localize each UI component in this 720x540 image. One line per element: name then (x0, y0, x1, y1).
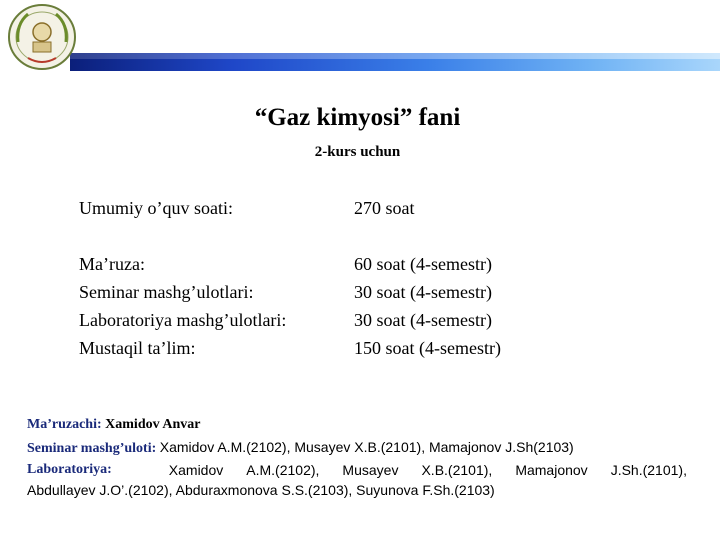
lab-block (27, 460, 687, 500)
lecturer-name: Xamidov Anvar (105, 417, 201, 432)
lab-name-part: Musayev (342, 462, 399, 478)
hours-label: Mustaqil ta’lim: (79, 338, 196, 358)
hours-value: 30 soat (4-semestr) (354, 310, 492, 330)
lecturer-line (27, 415, 687, 435)
lab-name-part: X.B.(2101), (421, 462, 493, 478)
lab-name-part: A.M.(2102), (246, 462, 320, 478)
seminar-label: Seminar mashg’uloti: (27, 441, 157, 456)
lecturer-label: Ma’ruzachi: (27, 417, 102, 432)
lab-name-part: Xamidov (168, 462, 224, 478)
hours-value: 30 soat (4-semestr) (354, 282, 492, 302)
page-subtitle: 2-kurs uchun (314, 144, 401, 160)
seminar-names: Xamidov A.M.(2102), Musayev X.B.(2101), Mamajonov J.Sh(2103) (159, 439, 574, 455)
university-emblem-icon (6, 2, 78, 72)
lab-name-part: J.Sh.(2101), (610, 462, 687, 478)
header-gradient-bar (70, 53, 720, 71)
lab-line-2: Abdullayev J.O’.(2102), Abduraxmonova S.S.(2103), Suyunova F.Sh.(2103) (27, 482, 495, 498)
page-title: “Gaz kimyosi” fani (254, 104, 461, 131)
lab-name-part: Mamajonov (515, 462, 588, 478)
seminar-line (27, 437, 687, 459)
lab-line-1 (27, 460, 687, 480)
hours-value: 60 soat (4-semestr) (354, 254, 492, 274)
lab-label: Laboratoriya: (27, 462, 112, 477)
hours-label: Seminar mashg’ulotlari: (79, 282, 254, 302)
hours-value: 150 soat (4-semestr) (354, 338, 501, 358)
hours-label: Laboratoriya mashg’ulotlari: (79, 310, 287, 330)
hours-label: Umumiy o’quv soati: (79, 198, 233, 218)
hours-value: 270 soat (354, 198, 415, 218)
hours-label: Ma’ruza: (79, 254, 145, 274)
